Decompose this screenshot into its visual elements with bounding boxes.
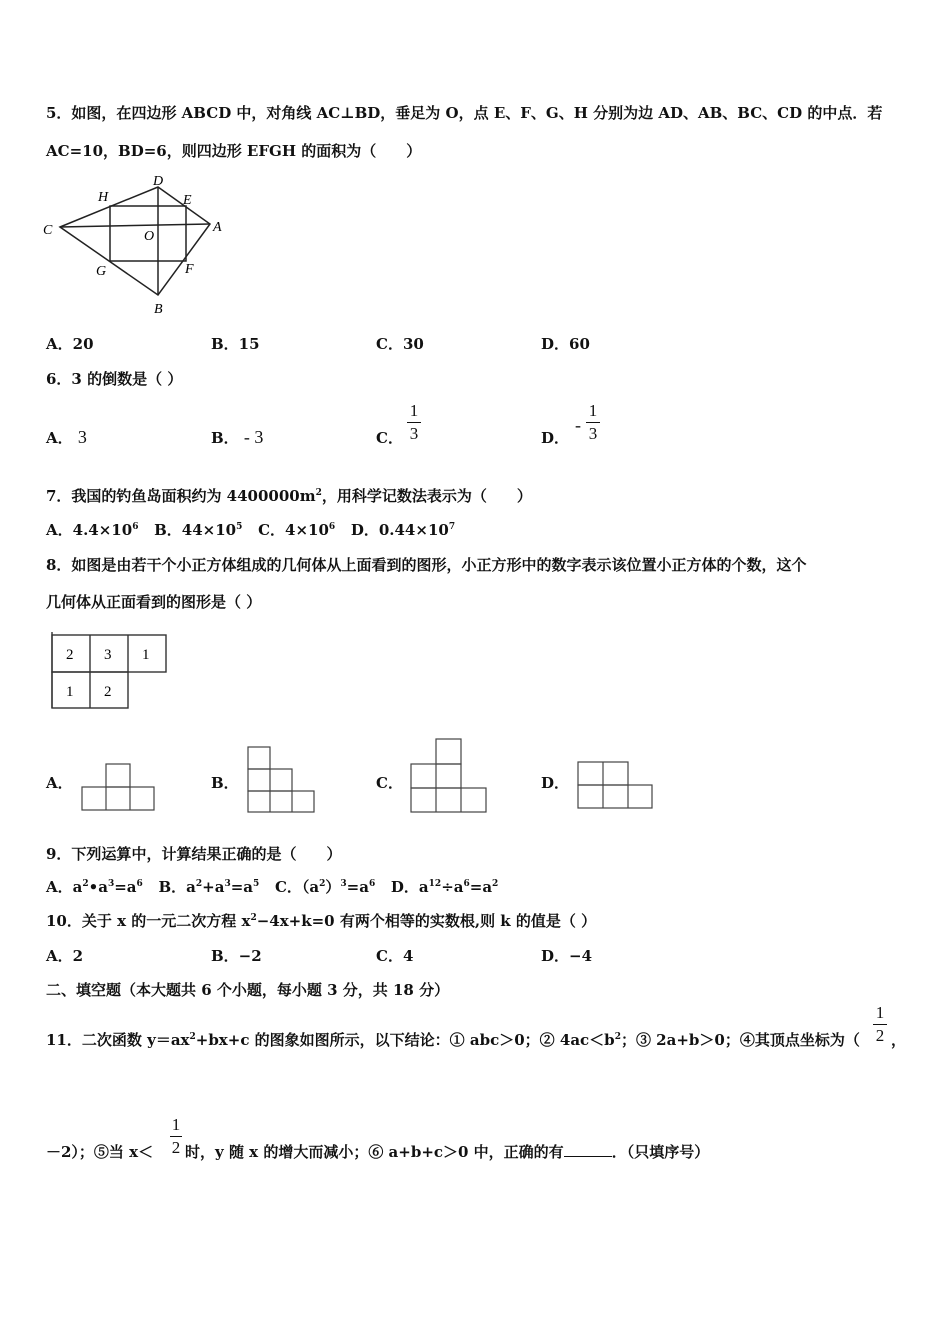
q11-x-fraction (170, 1116, 182, 1157)
q11-line1 (46, 1029, 860, 1050)
label-e: E (183, 193, 192, 208)
q9-option-c (275, 878, 375, 896)
q6-option-d-fraction (586, 402, 600, 443)
label-g: G (96, 264, 107, 279)
fraction-bar (170, 1136, 182, 1137)
fraction-bar (873, 1024, 887, 1025)
q8-option-c-label: C． (376, 774, 403, 792)
grid-cell-0: 2 (66, 647, 74, 663)
superscript: 2 (492, 879, 499, 889)
q8-option-a-label: A． (46, 774, 73, 792)
q10-option-b: B．−2 (211, 947, 262, 965)
q8-stem-line2: 几何体从正面看到的图形是（ ） (46, 593, 262, 611)
superscript: 6 (463, 879, 470, 889)
q6-option-c-fraction (407, 402, 421, 443)
q7-stem-text: 7．我国的钓鱼岛面积约为 4400000m (46, 487, 316, 505)
term: =a (346, 878, 369, 896)
superscript: 2 (82, 879, 89, 889)
q8-option-a-figure (80, 762, 156, 812)
q10-option-a: A．2 (46, 947, 84, 965)
fraction-denominator: 3 (409, 424, 419, 443)
q5-stem-line1: 5．如图，在四边形 ABCD 中，对角线 AC⊥BD，垂足为 O，点 E、F、G、H 分别为边 AD、AB、BC、CD 的中点．若 (46, 104, 883, 122)
superscript: 3 (340, 879, 347, 889)
q8-top-view-grid (46, 630, 171, 712)
q11-text: 11．二次函数 y＝ax (46, 1031, 190, 1049)
superscript: 3 (224, 879, 231, 889)
q7-stem (46, 485, 532, 506)
label-a: A (213, 220, 222, 235)
q10-stem (46, 910, 596, 931)
q8-option-c-figure (409, 736, 489, 814)
q8-option-b-figure (246, 744, 318, 814)
q11-line2-rest (185, 1141, 709, 1162)
fraction-numerator: 1 (171, 1115, 181, 1134)
q6-option-b-value: - 3 (243, 427, 264, 447)
term: =a (230, 878, 253, 896)
q11-vertex-fraction (873, 1004, 887, 1045)
fraction-numerator: 1 (875, 1003, 885, 1022)
q6-option-a-value: 3 (77, 427, 87, 447)
q6-option-a (46, 427, 87, 448)
q6-option-a-label: A． (46, 429, 73, 447)
q8-stem-line1: 8．如图是由若干个小正方体组成的几何体从上面看到的图形，小正方形中的数字表示该位置小正方体的个数，这个 (46, 556, 807, 574)
q9-option-d (391, 878, 498, 896)
q6-option-c-label: C． (376, 429, 403, 447)
grid-cell-1: 3 (104, 647, 112, 663)
grid-cell-4: 2 (104, 684, 112, 700)
fraction-numerator: 1 (409, 401, 419, 420)
fraction-denominator: 2 (171, 1138, 181, 1157)
term: =a (469, 878, 493, 896)
option-text: A．4.4×10 (46, 521, 133, 539)
q10-option-c: C．4 (376, 947, 414, 965)
fraction-denominator: 3 (588, 424, 598, 443)
q7-option-a (46, 521, 138, 539)
option-label: B． (158, 878, 187, 896)
fraction-bar (586, 422, 600, 423)
q5-option-c: C．30 (376, 335, 424, 353)
superscript: 12 (428, 879, 442, 889)
q8-option-b-label: B． (211, 774, 239, 792)
q5-option-d: D．60 (541, 335, 590, 353)
superscript: 6 (368, 879, 376, 889)
q11-text: 时，y 随 x 的增大而减小；⑥ a+b+c＞0 中，正确的有 (185, 1143, 564, 1161)
fraction-numerator: 1 (588, 401, 598, 420)
q7-options (46, 519, 455, 540)
superscript: 6 (132, 522, 139, 532)
q7-stem-tail: ，用科学记数法表示为（ ） (321, 487, 532, 505)
q11-line1-end: ， (891, 1031, 907, 1049)
superscript: 7 (448, 522, 456, 532)
label-c: C (43, 223, 53, 238)
q7-option-c (258, 521, 335, 539)
superscript: 5 (236, 522, 243, 532)
q5-option-a: A．20 (46, 335, 94, 353)
option-label: A． (46, 878, 73, 896)
superscript: 6 (136, 879, 143, 889)
section-2-heading: 二、填空题（本大题共 6 个小题，每小题 3 分，共 18 分） (46, 981, 450, 999)
q7-option-b (154, 521, 242, 539)
q9-stem: 9．下列运算中，计算结果正确的是（ ） (46, 845, 342, 863)
label-h: H (98, 190, 109, 205)
q11-text: ．（只填序号） (611, 1143, 710, 1161)
q11-text: +bx+c 的图象如图所示，以下结论：① abc＞0；② 4ac＜b (195, 1031, 615, 1049)
term: a (418, 878, 429, 896)
term: a (72, 878, 83, 896)
q5-option-b: B．15 (211, 335, 260, 353)
term: （a (301, 878, 320, 896)
q11-line2-start: －2）；⑤当 x＜ (46, 1143, 154, 1161)
q6-option-d-label: D． (541, 429, 570, 447)
superscript: 2 (319, 879, 326, 889)
fraction-denominator: 2 (875, 1026, 885, 1045)
term: +a (202, 878, 225, 896)
grid-cell-2: 1 (142, 647, 150, 663)
q10-option-d: D．−4 (541, 947, 593, 965)
q11-text: ；③ 2a+b＞0；④其顶点坐标为（ (620, 1031, 860, 1049)
answer-blank[interactable] (564, 1144, 612, 1157)
term: a (186, 878, 196, 896)
superscript: 6 (328, 522, 336, 532)
label-d: D (153, 174, 164, 189)
q6-option-b-label: B． (211, 429, 239, 447)
superscript: 3 (107, 879, 115, 889)
q9-option-a (46, 878, 143, 896)
q7-option-d (351, 521, 455, 539)
term: ） (325, 878, 341, 896)
option-text: D．0.44×10 (350, 521, 449, 539)
term: =a (114, 878, 137, 896)
superscript: 2 (614, 1032, 621, 1042)
q8-option-d-figure (576, 760, 654, 810)
q5-stem-line2: AC=10，BD=6，则四边形 EFGH 的面积为（ ） (46, 142, 422, 160)
term: ÷a (441, 878, 464, 896)
option-text: B．44×10 (154, 521, 237, 539)
grid-cell-3: 1 (66, 684, 74, 700)
q6-option-d-sign: - (575, 415, 581, 435)
superscript: 2 (195, 879, 203, 889)
q6-stem: 6．3 的倒数是（ ） (46, 370, 183, 388)
q8-option-d-label: D． (541, 774, 570, 792)
term: •a (88, 878, 108, 896)
superscript: 5 (253, 879, 260, 889)
q10-stem-tail: −4x+k=0 有两个相等的实数根,则 k 的值是（ ） (256, 912, 597, 930)
fraction-bar (407, 422, 421, 423)
q9-options (46, 876, 498, 897)
superscript: 2 (189, 1032, 196, 1042)
superscript: 2 (315, 488, 322, 498)
q10-stem-text: 10．关于 x 的一元二次方程 x (46, 912, 251, 930)
q6-option-b (211, 427, 263, 448)
label-o: O (144, 229, 155, 244)
option-label: C． (274, 878, 302, 896)
label-b: B (154, 302, 163, 317)
q9-option-b (158, 878, 259, 896)
option-label: D． (390, 878, 419, 896)
label-f: F (185, 262, 194, 277)
q5-quadrilateral-figure (40, 170, 240, 320)
option-text: C．4×10 (258, 521, 329, 539)
superscript: 2 (250, 913, 257, 923)
